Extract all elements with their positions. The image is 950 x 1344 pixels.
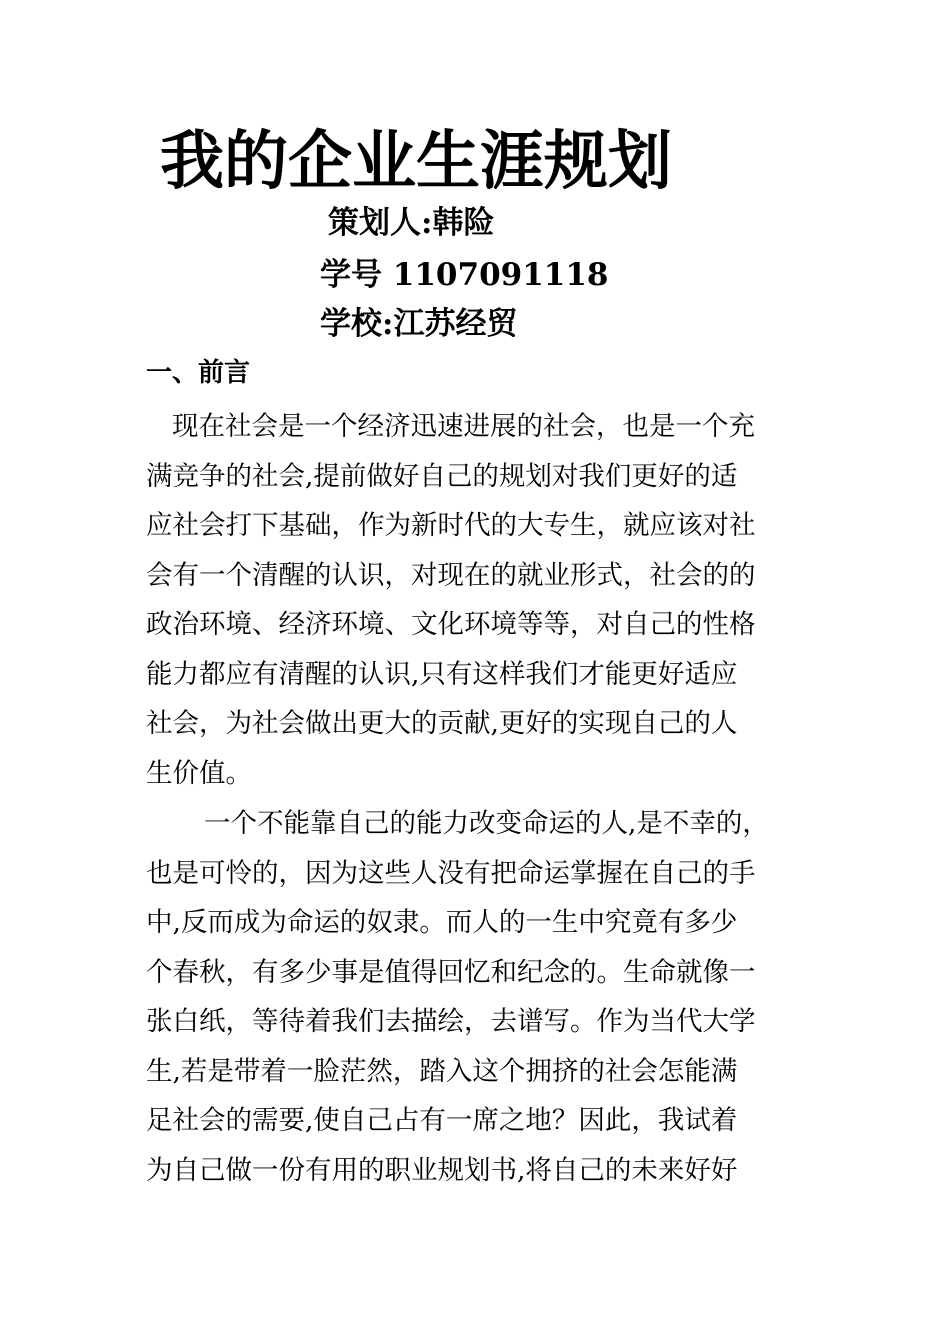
school-line: 学校:江苏经贸 (320, 306, 518, 342)
paragraph-line: 足社会的需要,使自己占有一席之地？因此，我试着 (146, 1105, 738, 1136)
paragraph-line: 也是可怜的，因为这些人没有把命运掌握在自己的手 (146, 857, 756, 889)
paragraph-line: 生,若是带着一脸茫然，踏入这个拥挤的社会怎能满 (146, 1055, 738, 1087)
paragraph-line: 中,反而成为命运的奴隶。而人的一生中究竟有多少 (146, 907, 738, 938)
paragraph-line: 会有一个清醒的认识，对现在的就业形式，社会的的 (146, 559, 756, 591)
student-id-line: 学号 1107091118 (320, 257, 609, 293)
paragraph-line: 一个不能靠自己的能力改变命运的人,是不幸的， (204, 808, 769, 839)
paragraph-line: 个春秋，有多少事是值得回忆和纪念的。生命就像一 (146, 956, 756, 988)
paragraph-line: 社会，为社会做出更大的贡献,更好的实现自己的人 (146, 708, 738, 739)
section-heading-preface: 一、前言 (146, 358, 251, 388)
paragraph-line: 为自己做一份有用的职业规划书,将自己的未来好好 (146, 1154, 738, 1186)
planner-line: 策划人:韩险 (328, 205, 495, 241)
paragraph-line: 张白纸，等待着我们去描绘，去谱写。作为当代大学 (146, 1006, 756, 1037)
paragraph-line: 能力都应有清醒的认识,只有这样我们才能更好适应 (146, 658, 738, 690)
document-title: 我的企业生涯规划 (160, 124, 672, 199)
paragraph-line: 政治环境、经济环境、文化环境等等，对自己的性格 (146, 609, 756, 640)
paragraph-line: 满竞争的社会,提前做好自己的规划对我们更好的适 (146, 460, 738, 492)
paragraph-line: 现在社会是一个经济迅速进展的社会，也是一个充 (172, 411, 755, 442)
paragraph-line: 应社会打下基础，作为新时代的大专生，就应该对社 (146, 510, 756, 541)
paragraph-2 (146, 799, 811, 1195)
paragraph-line: 生价值。 (146, 757, 252, 789)
paragraph-1 (146, 402, 811, 798)
